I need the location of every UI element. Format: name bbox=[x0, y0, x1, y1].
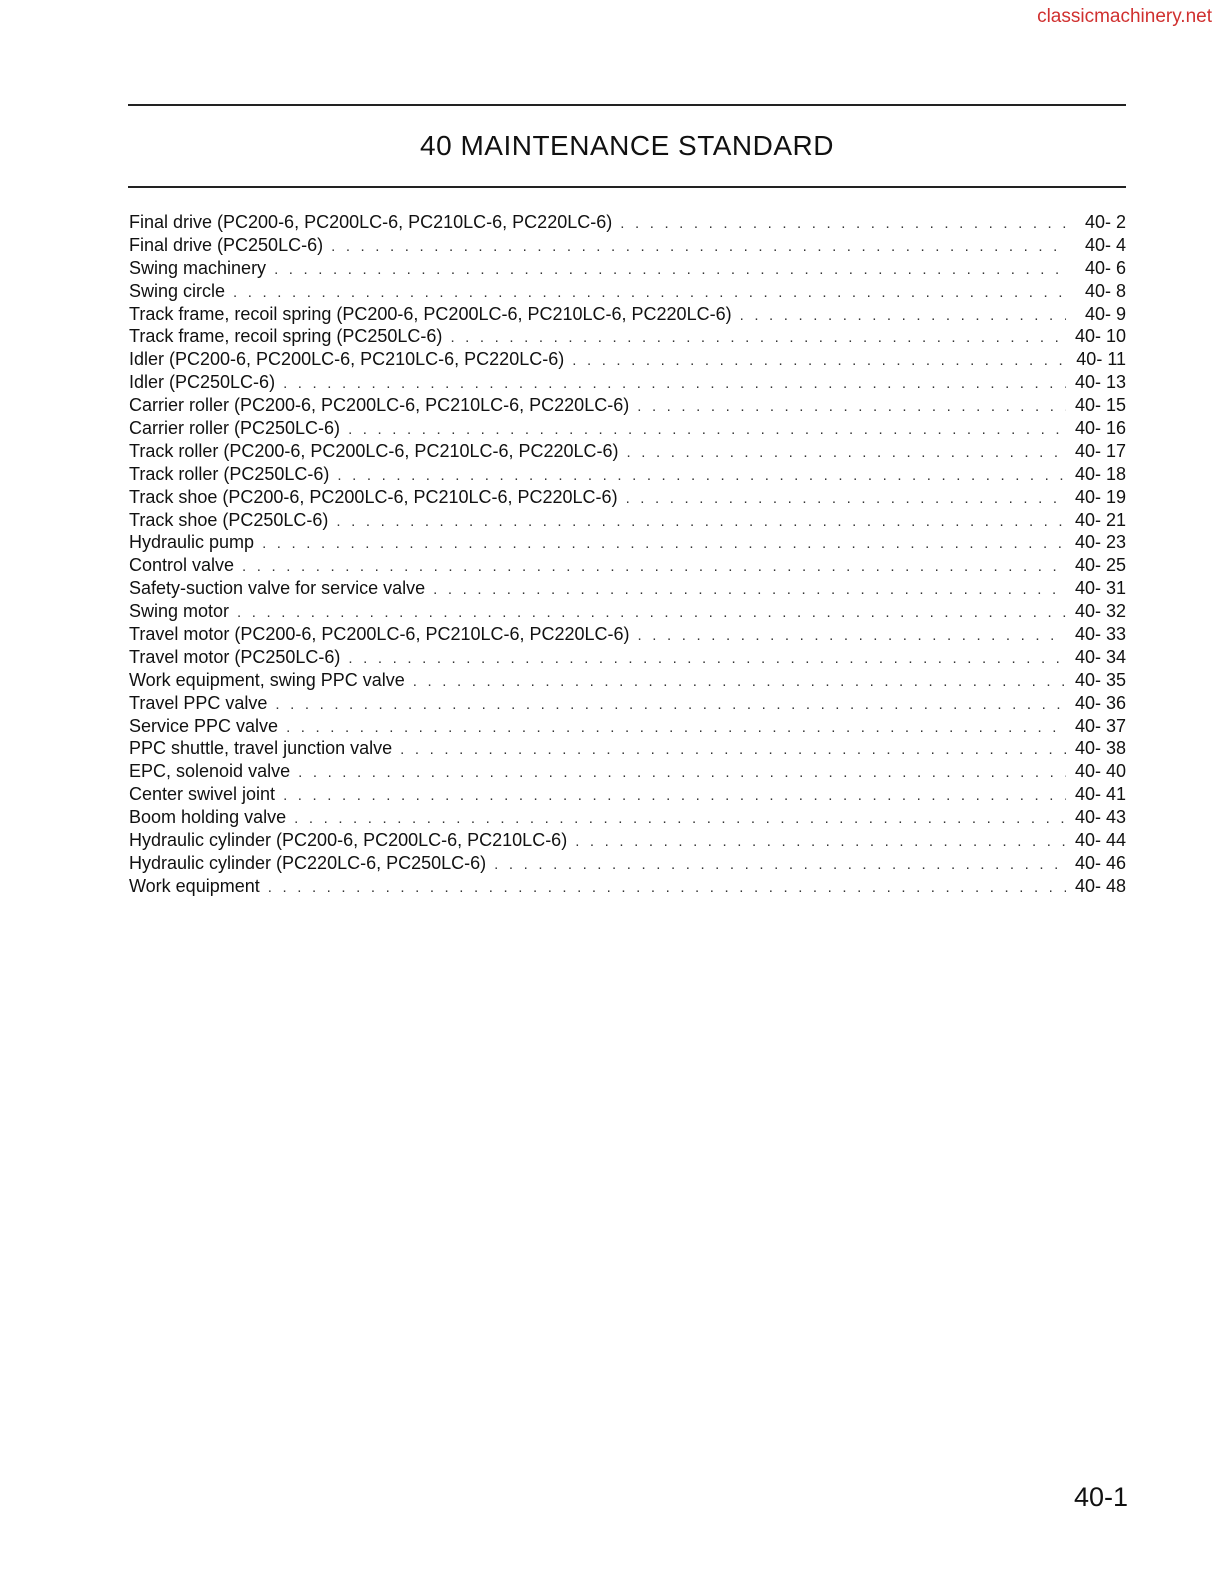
toc-entry-page: 40- 2 bbox=[1084, 212, 1126, 232]
toc-entry-title: Carrier roller (PC200-6, PC200LC-6, PC210LC-6, PC220LC-6) bbox=[129, 395, 630, 416]
toc-dot-leader bbox=[275, 694, 1066, 717]
toc-entry[interactable] bbox=[129, 577, 1126, 600]
toc-entry-page: 40- 41 bbox=[1074, 784, 1126, 805]
toc-entry-page: 40- 21 bbox=[1074, 509, 1126, 530]
toc-entry-title: Work equipment, swing PPC valve bbox=[129, 669, 405, 690]
toc-entry-page: 40- 9 bbox=[1084, 303, 1126, 324]
table-of-contents bbox=[129, 211, 1126, 898]
toc-entry-title: Travel PPC valve bbox=[129, 692, 268, 713]
toc-entry-title: Hydraulic pump bbox=[129, 532, 255, 553]
toc-entry-page: 40- 46 bbox=[1074, 852, 1126, 873]
toc-entry[interactable] bbox=[129, 234, 1126, 257]
toc-entry-title: Travel motor (PC200-6, PC200LC-6, PC210LC-6, PC220LC-6) bbox=[129, 624, 630, 645]
toc-entry-page: 40- 16 bbox=[1074, 418, 1126, 439]
toc-entry-title: Track frame, recoil spring (PC250LC-6) bbox=[129, 326, 443, 347]
toc-entry[interactable] bbox=[129, 303, 1126, 326]
toc-dot-leader bbox=[348, 648, 1066, 671]
toc-entry-title: Boom holding valve bbox=[129, 807, 287, 828]
toc-entry[interactable] bbox=[129, 280, 1126, 303]
toc-dot-leader bbox=[627, 442, 1066, 465]
toc-entry-page: 40- 23 bbox=[1074, 532, 1126, 553]
toc-dot-leader bbox=[262, 533, 1066, 556]
toc-entry[interactable] bbox=[129, 875, 1126, 898]
toc-entry[interactable] bbox=[129, 531, 1126, 554]
toc-dot-leader bbox=[286, 717, 1066, 740]
toc-entry-page: 40- 32 bbox=[1074, 601, 1126, 622]
toc-entry-title: Track frame, recoil spring (PC200-6, PC200LC-6, PC210LC-6, PC220LC-6) bbox=[129, 303, 732, 324]
toc-dot-leader bbox=[274, 259, 1066, 282]
toc-entry[interactable] bbox=[129, 715, 1126, 738]
toc-entry[interactable] bbox=[129, 486, 1126, 509]
toc-entry[interactable] bbox=[129, 417, 1126, 440]
toc-dot-leader bbox=[620, 213, 1066, 236]
section-title: 40 MAINTENANCE STANDARD bbox=[420, 130, 834, 161]
toc-entry-title: Safety-suction valve for service valve bbox=[129, 578, 426, 599]
toc-dot-leader bbox=[298, 762, 1066, 785]
toc-entry-page: 40- 34 bbox=[1074, 646, 1126, 667]
toc-entry[interactable] bbox=[129, 211, 1126, 234]
toc-entry[interactable] bbox=[129, 371, 1126, 394]
toc-dot-leader bbox=[626, 488, 1066, 511]
toc-dot-leader bbox=[242, 556, 1066, 579]
toc-entry-title: Hydraulic cylinder (PC200-6, PC200LC-6, PC210LC-6) bbox=[129, 830, 568, 851]
toc-entry-title: Carrier roller (PC250LC-6) bbox=[129, 418, 341, 439]
toc-entry-title: Idler (PC250LC-6) bbox=[129, 372, 276, 393]
toc-entry-page: 40- 17 bbox=[1074, 440, 1126, 461]
toc-entry[interactable] bbox=[129, 394, 1126, 417]
toc-entry-title: Final drive (PC250LC-6) bbox=[129, 234, 324, 255]
toc-entry-page: 40- 11 bbox=[1076, 349, 1126, 370]
toc-entry-title: Center swivel joint bbox=[129, 784, 276, 805]
toc-dot-leader bbox=[638, 625, 1066, 648]
toc-entry-page: 40- 6 bbox=[1084, 257, 1126, 278]
toc-entry-title: Swing motor bbox=[129, 601, 230, 622]
toc-entry[interactable] bbox=[129, 692, 1126, 715]
header-rule-bottom bbox=[128, 186, 1126, 188]
toc-entry-title: Hydraulic cylinder (PC220LC-6, PC250LC-6) bbox=[129, 852, 487, 873]
toc-entry-page: 40- 37 bbox=[1074, 715, 1126, 736]
toc-entry[interactable] bbox=[129, 737, 1126, 760]
toc-dot-leader bbox=[283, 785, 1066, 808]
toc-entry[interactable] bbox=[129, 257, 1126, 280]
toc-entry-page: 40- 44 bbox=[1074, 830, 1126, 851]
toc-entry[interactable] bbox=[129, 554, 1126, 577]
toc-entry-page: 40- 43 bbox=[1074, 807, 1126, 828]
toc-dot-leader bbox=[268, 877, 1066, 900]
toc-entry-page: 40- 18 bbox=[1074, 463, 1126, 484]
toc-entry-page: 40- 10 bbox=[1074, 326, 1126, 347]
toc-entry-page: 40- 25 bbox=[1074, 555, 1126, 576]
toc-entry-title: EPC, solenoid valve bbox=[129, 761, 291, 782]
toc-entry[interactable] bbox=[129, 325, 1126, 348]
toc-dot-leader bbox=[400, 739, 1066, 762]
toc-dot-leader bbox=[575, 831, 1066, 854]
page-number: 40-1 bbox=[1073, 1482, 1128, 1512]
toc-entry-title: Idler (PC200-6, PC200LC-6, PC210LC-6, PC220LC-6) bbox=[129, 349, 565, 370]
toc-entry-page: 40- 15 bbox=[1074, 395, 1126, 416]
toc-dot-leader bbox=[433, 579, 1066, 602]
toc-dot-leader bbox=[413, 671, 1066, 694]
toc-entry[interactable] bbox=[129, 852, 1126, 875]
toc-dot-leader bbox=[336, 511, 1066, 534]
toc-dot-leader bbox=[740, 305, 1066, 328]
toc-entry[interactable] bbox=[129, 783, 1126, 806]
toc-dot-leader bbox=[450, 327, 1066, 350]
toc-entry[interactable] bbox=[129, 646, 1126, 669]
toc-dot-leader bbox=[331, 236, 1066, 259]
toc-dot-leader bbox=[494, 854, 1066, 877]
toc-entry-title: Track roller (PC250LC-6) bbox=[129, 463, 330, 484]
toc-entry[interactable] bbox=[129, 509, 1126, 532]
toc-dot-leader bbox=[237, 602, 1066, 625]
toc-entry-page: 40- 4 bbox=[1084, 234, 1126, 255]
toc-entry[interactable] bbox=[129, 463, 1126, 486]
toc-entry-title: Final drive (PC200-6, PC200LC-6, PC210LC-6, PC220LC-6) bbox=[129, 212, 613, 232]
toc-entry-title: Work equipment bbox=[129, 875, 260, 896]
toc-dot-leader bbox=[637, 396, 1066, 419]
toc-dot-leader bbox=[572, 350, 1066, 373]
toc-entry-page: 40- 36 bbox=[1074, 692, 1126, 713]
toc-entry[interactable] bbox=[129, 600, 1126, 623]
toc-entry-page: 40- 31 bbox=[1074, 578, 1126, 599]
watermark-text: classicmachinery.net bbox=[1037, 6, 1212, 27]
toc-entry-title: Track shoe (PC250LC-6) bbox=[129, 509, 329, 530]
toc-entry-title: Control valve bbox=[129, 555, 235, 576]
toc-dot-leader bbox=[294, 808, 1066, 831]
toc-entry[interactable] bbox=[129, 669, 1126, 692]
toc-entry[interactable] bbox=[129, 806, 1126, 829]
toc-entry-page: 40- 48 bbox=[1074, 875, 1126, 896]
toc-entry[interactable] bbox=[129, 829, 1126, 852]
toc-entry-page: 40- 8 bbox=[1084, 280, 1126, 301]
toc-entry-page: 40- 35 bbox=[1074, 669, 1126, 690]
toc-entry-title: PPC shuttle, travel junction valve bbox=[129, 738, 393, 759]
toc-entry-title: Track shoe (PC200-6, PC200LC-6, PC210LC-6, PC220LC-6) bbox=[129, 486, 618, 507]
toc-entry-title: Service PPC valve bbox=[129, 715, 279, 736]
toc-entry-page: 40- 19 bbox=[1074, 486, 1126, 507]
toc-dot-leader bbox=[233, 282, 1066, 305]
toc-entry-page: 40- 33 bbox=[1074, 624, 1126, 645]
toc-entry[interactable] bbox=[129, 760, 1126, 783]
toc-dot-leader bbox=[348, 419, 1066, 442]
toc-entry-title: Track roller (PC200-6, PC200LC-6, PC210LC-6, PC220LC-6) bbox=[129, 440, 619, 461]
toc-dot-leader bbox=[283, 373, 1066, 396]
toc-entry-title: Travel motor (PC250LC-6) bbox=[129, 646, 341, 667]
toc-entry-page: 40- 38 bbox=[1074, 738, 1126, 759]
toc-entry-page: 40- 13 bbox=[1074, 372, 1126, 393]
toc-entry[interactable] bbox=[129, 623, 1126, 646]
toc-entry[interactable] bbox=[129, 348, 1126, 371]
header-rule-top bbox=[128, 104, 1126, 106]
toc-dot-leader bbox=[337, 465, 1066, 488]
toc-entry-title: Swing circle bbox=[129, 280, 226, 301]
toc-entry[interactable] bbox=[129, 440, 1126, 463]
toc-entry-page: 40- 40 bbox=[1074, 761, 1126, 782]
toc-entry-title: Swing machinery bbox=[129, 257, 267, 278]
